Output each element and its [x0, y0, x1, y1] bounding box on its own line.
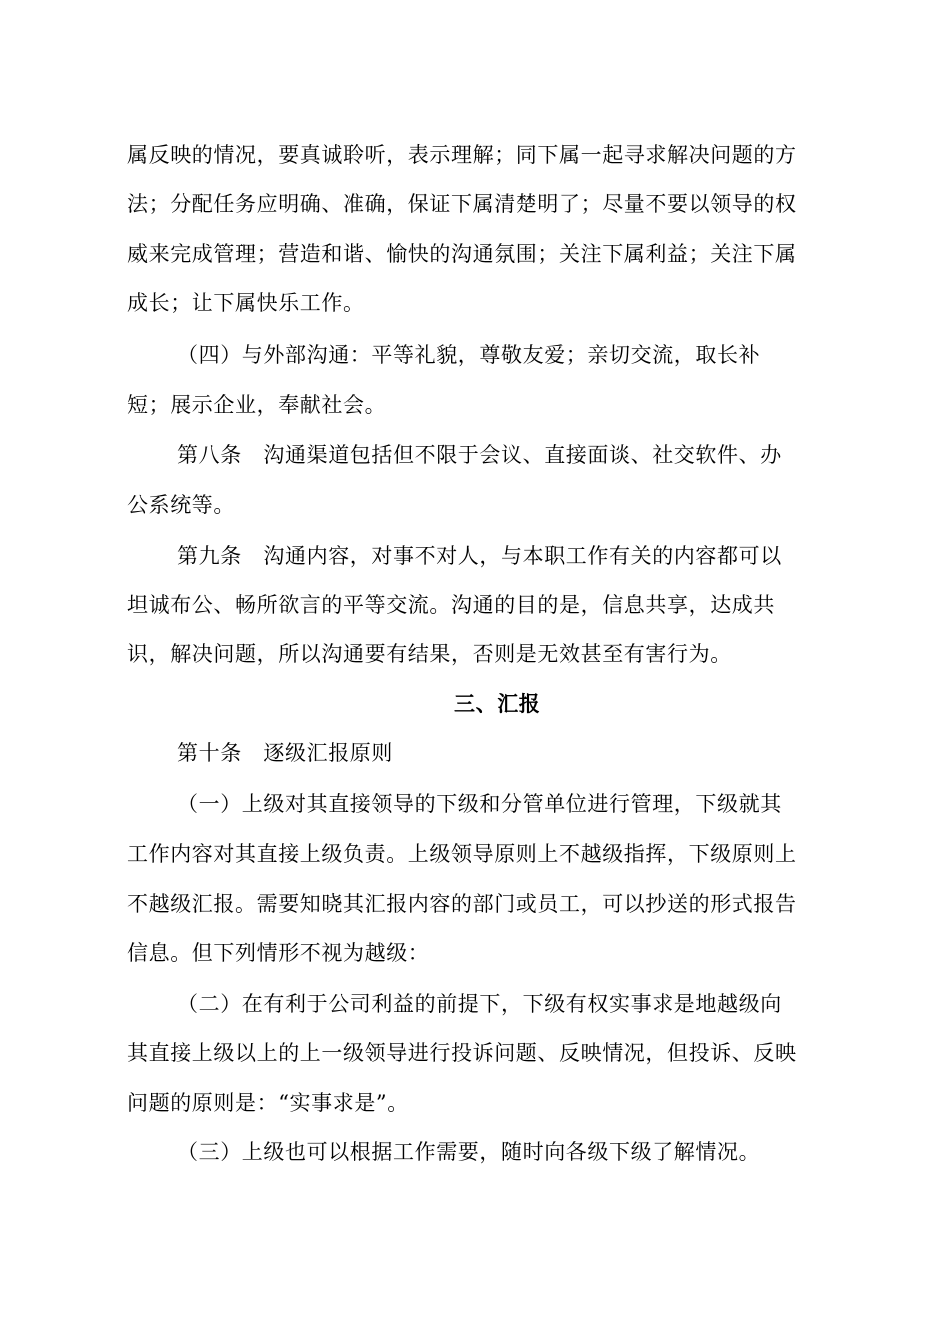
text-line: 第十条 逐级汇报原则: [177, 741, 393, 765]
text-line: 其直接上级以上的上一级领导进行投诉问题、反映情况，但投诉、反映: [127, 1041, 797, 1065]
text-line: 属反映的情况，要真诚聆听，表示理解；同下属一起寻求解决问题的方: [127, 143, 797, 167]
text-line: 不越级汇报。需要知晓其汇报内容的部门或员工，可以抄送的形式报告: [127, 892, 797, 916]
text-line: 工作内容对其直接上级负责。上级领导原则上不越级指挥，下级原则上: [127, 842, 797, 866]
text-line: 问题的原则是：“实事求是”。: [127, 1091, 409, 1115]
text-line: 第八条 沟通渠道包括但不限于会议、直接面谈、社交软件、办: [177, 443, 782, 467]
text-line: （二）在有利于公司利益的前提下，下级有权实事求是地越级向: [177, 992, 782, 1016]
text-line: 公系统等。: [127, 493, 235, 517]
text-line: 威来完成管理；营造和谐、愉快的沟通氛围；关注下属利益；关注下属: [127, 242, 797, 266]
text-line: 识，解决问题，所以沟通要有结果，否则是无效甚至有害行为。: [127, 642, 732, 666]
text-line: 坦诚布公、畅所欲言的平等交流。沟通的目的是，信息共享，达成共: [127, 593, 775, 617]
text-line: 第九条 沟通内容，对事不对人，与本职工作有关的内容都可以: [177, 544, 782, 568]
text-line: （一）上级对其直接领导的下级和分管单位进行管理，下级就其: [177, 792, 782, 816]
text-line: 短；展示企业，奉献社会。: [127, 393, 387, 417]
text-line: （四）与外部沟通：平等礼貌，尊敬友爱；亲切交流，取长补: [177, 343, 761, 367]
text-line: 法；分配任务应明确、准确，保证下属清楚明了；尽量不要以领导的权: [127, 192, 797, 216]
text-line: 成长；让下属快乐工作。: [127, 291, 365, 315]
text-line: （三）上级也可以根据工作需要，随时向各级下级了解情况。: [177, 1140, 761, 1164]
text-line: 信息。但下列情形不视为越级：: [127, 941, 430, 965]
section-heading: 三、汇报: [454, 691, 541, 716]
